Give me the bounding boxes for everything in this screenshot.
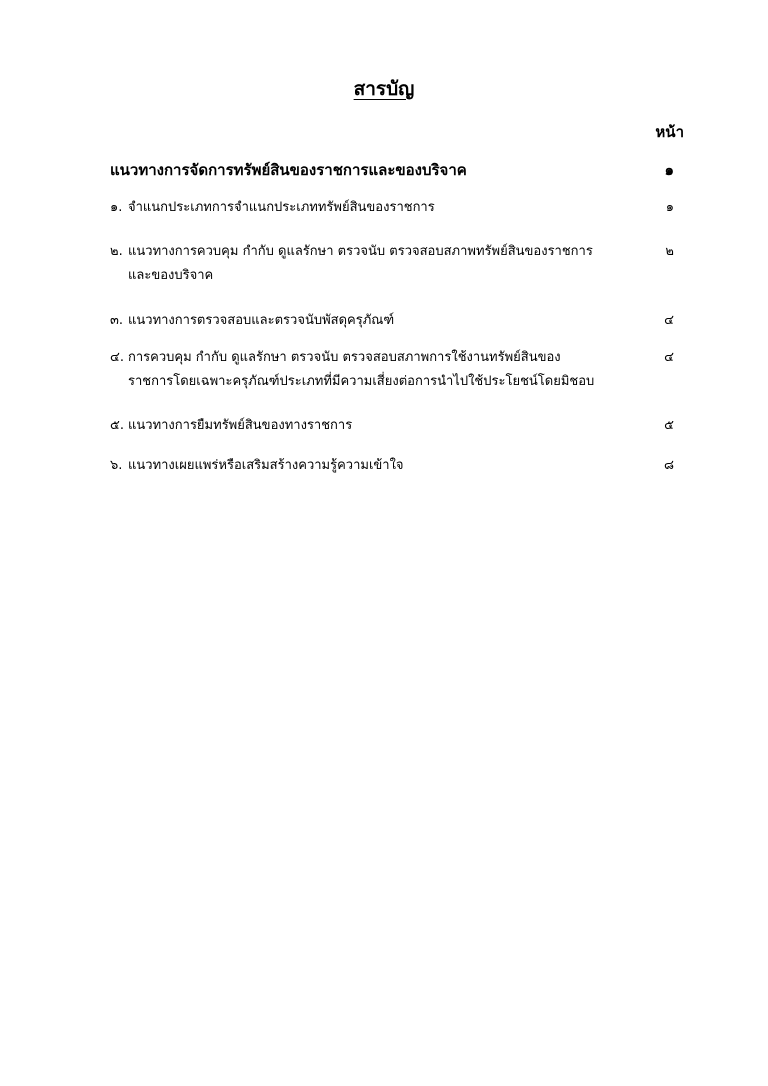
toc-entry: [110, 346, 680, 394]
toc-entry-page: ๔: [664, 313, 674, 328]
toc-entry-page: ๒: [665, 244, 674, 259]
toc-entry-text: แนวทางเผยแพร่หรือเสริมสร้างความรู้ความเข้าใจ: [128, 458, 404, 473]
section-heading-page: ๑: [664, 161, 674, 179]
toc-entry-text: แนวทางการควบคุม กำกับ ดูแลรักษา ตรวจนับ ตรวจสอบสภาพทรัพย์สินของราชการและของบริจาค: [128, 244, 593, 283]
toc-entry-number: ๔.: [110, 350, 124, 365]
toc-entry-number: ๕.: [110, 418, 124, 433]
toc-section-heading: [110, 158, 680, 182]
toc-entry: [110, 240, 680, 288]
toc-entry-number: ๓.: [110, 313, 124, 328]
toc-entry: [110, 196, 680, 220]
toc-entry: [110, 309, 680, 333]
toc-entry-number: ๒.: [110, 244, 123, 259]
toc-entry-number: ๖.: [110, 458, 123, 473]
toc-entry-page: ๑: [665, 200, 674, 215]
toc-entry-text: แนวทางการยืมทรัพย์สินของทางราชการ: [128, 418, 353, 433]
toc-entry: [110, 414, 680, 438]
toc-entry-page: ๘: [663, 458, 674, 473]
section-heading-text: แนวทางการจัดการทรัพย์สินของราชการและของบริจาค: [110, 161, 467, 179]
toc-entry-text: จำแนกประเภทการจำแนกประเภททรัพย์สินของราชการ: [128, 200, 435, 215]
page-column-label: หน้า: [655, 123, 684, 141]
toc-entry-text: การควบคุม กำกับ ดูแลรักษา ตรวจนับ ตรวจสอบสภาพการใช้งานทรัพย์สินของราชการโดยเฉพาะครุภัณฑ์ประเภทที่มีความเสี่ยงต่อการนำไปใช้ประโยชน์โดยมิชอบ: [128, 350, 595, 389]
toc-entry: [110, 454, 680, 478]
toc-entry-text: แนวทางการตรวจสอบและตรวจนับพัสดุครุภัณฑ์: [128, 313, 395, 328]
toc-entry-page: ๔: [664, 350, 674, 365]
page-title: สารบัญ: [353, 78, 415, 100]
toc-entry-number: ๑.: [110, 200, 123, 215]
toc-entry-page: ๕: [664, 418, 674, 433]
